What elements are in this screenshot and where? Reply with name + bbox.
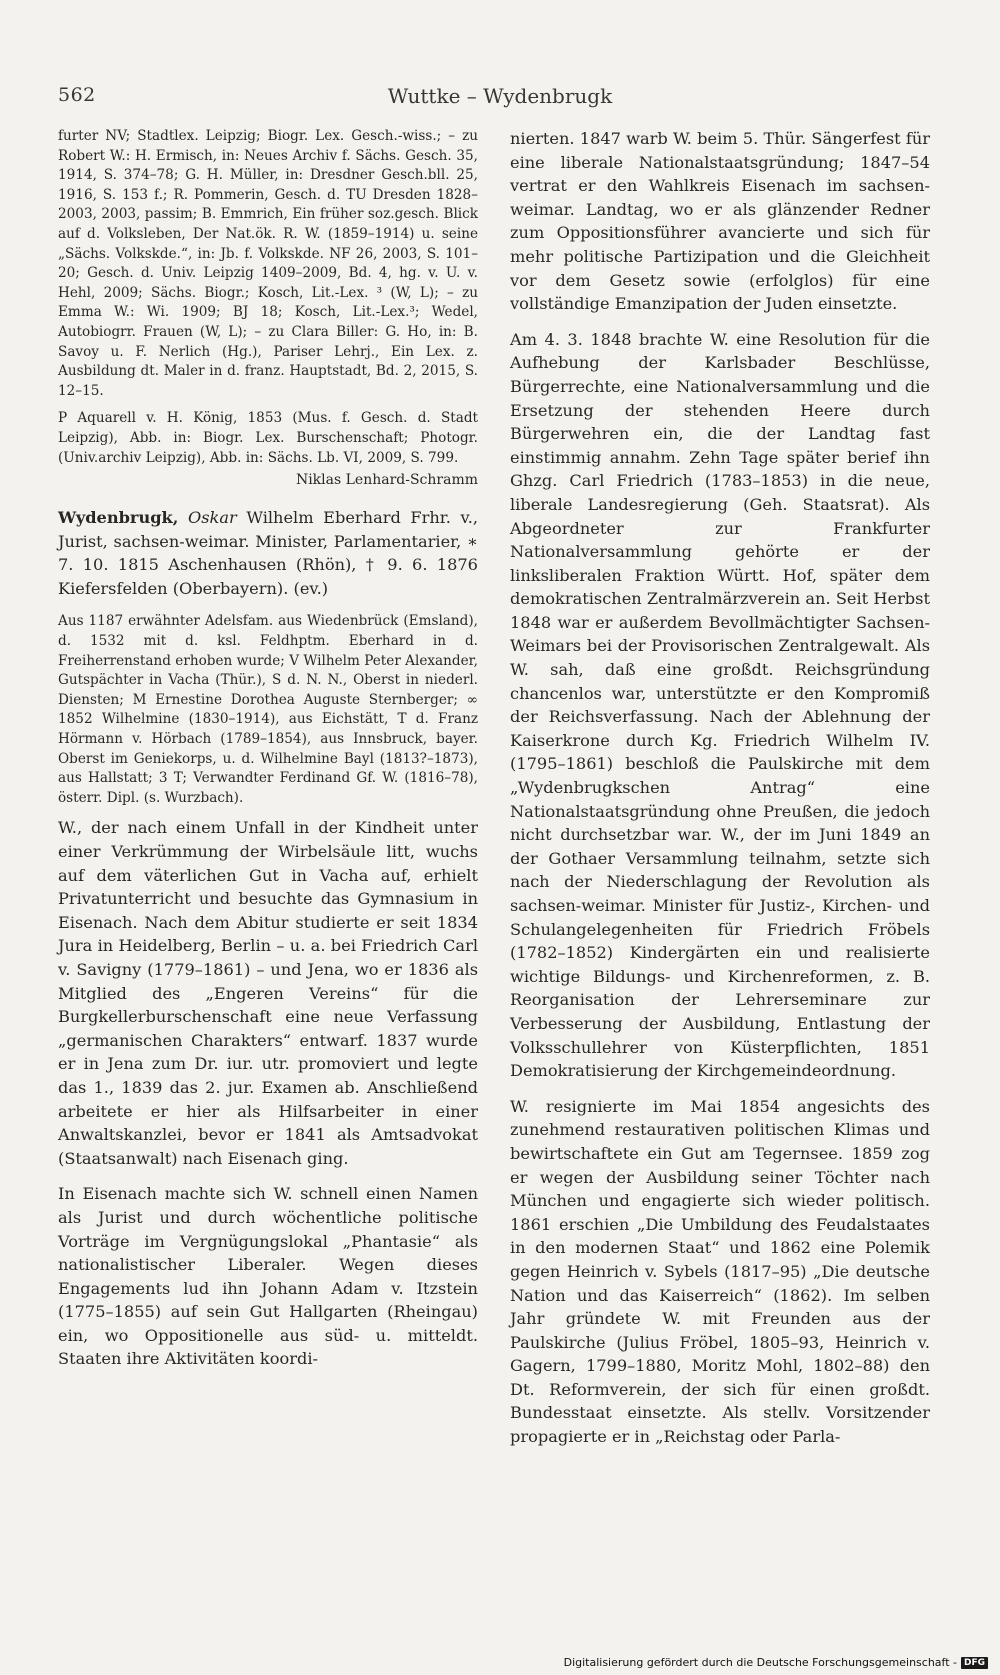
footer-text: Digitalisierung gefördert durch die Deutsche Forschungsgemeinschaft - (563, 1656, 957, 1669)
body-paragraph: nierten. 1847 warb W. beim 5. Thür. Sängerfest für eine liberale Nationalstaatsgründung; 1847–54 vertrat er den Wahlkreis Eisenach im sachsen-weimar. Landtag, wo er als glänzender Redner zum Oppositionsführer avancierte und sich für mehr politische Partizipation und die Gleichheit vor dem Gesetz sowie (erfolglos) für eine vollständige Emanzipation der Juden einsetzte. (510, 129, 930, 314)
previous-entry-portrait: P Aquarell v. H. König, 1853 (Mus. f. Gesch. d. Stadt Leipzig), Abb. in: Biogr. Lex. Burschenschaft; Photogr. (Univ.archiv Leipzig), Abb. in: Sächs. Lb. VI, 2009, S. 799. (58, 410, 478, 466)
body-paragraph: Am 4. 3. 1848 brachte W. eine Resolution für die Aufhebung der Karlsbader Beschlüsse, Bürgerrechte, eine Nationalversammlung und die Ersetzung der stehenden Heere durch Bürgerwehren ein, die der Landtag fast einstimmig annahm. Zehn Tage später berief ihn Ghzg. Carl Friedrich (1783–1853) in die neue, liberale Landesregierung (Geh. Staatsrat). Als Abgeordneter zur Frankfurter Nationalversammlung gehörte er der linksliberalen Fraktion Württ. Hof, später dem demokratischen Zentralmärzverein an. Seit Herbst 1848 war er außerdem Bevollmächtigter Sachsen-Weimars bei der Provisorischen Zentralgewalt. Als W. sah, daß eine großdt. Reichsgründung chancenlos war, unterstützte er den Kompromiß der Reichsverfassung. Nach der Ablehnung der Kaiserkrone durch Kg. Friedrich Wilhelm IV. (1795–1861) beschloß die Paulskirche mit dem „Wydenbrugkschen Antrag“ eine Nationalstaatsgründung ohne Preußen, die jedoch nicht durchsetzbar war. W., der im Juni 1849 an der Gothaer Versammlung teilnahm, setzte sich nach der Niederschlagung der Revolution als sachsen-weimar. Minister für Justiz-, Kirchen- und Schulangelegenheiten für Friedrich Fröbels (1782–1852) Kindergärten ein und realisierte wichtige Bildungs- und Kirchenreformen, z. B. Reorganisation der Lehrerseminare zur Verbesserung der Ausbildung, Entlastung der Volksschullehrer von Küsterpflichten, 1851 Demokratisierung der Kirchgemeindeordnung. (510, 329, 930, 1081)
body-paragraph: W., der nach einem Unfall in der Kindheit unter einer Verkrümmung der Wirbelsäule litt, wuchs auf dem väterlichen Gut in Vacha auf, erhielt Privatunterricht und besuchte das Gymnasium in Eisenach. Nach dem Abitur studierte er seit 1834 Jura in Heidelberg, Berlin – u. a. bei Friedrich Carl v. Savigny (1779–1861) – und Jena, wo er 1836 als Mitglied des „Engeren Vereins“ für die Burgkellerburschenschaft eine neue Verfassung „germanischen Charakters“ entwarf. 1837 wurde er in Jena zum Dr. iur. utr. promoviert und legte das 1., 1839 das 2. jur. Examen ab. Anschließend arbeitete er hier als Hilfsarbeiter in einer Anwaltskanzlei, bevor er 1841 als Amtsadvokat (Staatsanwalt) nach Eisenach ging. (58, 818, 478, 1168)
right-column (510, 127, 930, 1449)
page-number: 562 (58, 84, 96, 106)
body-paragraph: W. resignierte im Mai 1854 angesichts des zunehmend restaurativen politischen Klimas und bewirtschaftete ein Gut am Tegernsee. 1859 zog er wegen der Ausbildung seiner Töchter nach München und engagierte sich wieder politisch. 1861 erschien „Die Umbildung des Feudalstaates in den modernen Staat“ und 1862 eine Polemik gegen Heinrich v. Sybels (1817–95) „Die deutsche Nation und das Kaiserreich“ (1862). Im selben Jahr gründete W. mit Freunden aus der Paulskirche (Julius Fröbel, 1805–93, Heinrich v. Gagern, 1799–1880, Moritz Mohl, 1802–88) den Dt. Reformverein, der sich für einen großdt. Bundesstaat einsetzte. Als stellv. Vorsitzender propagierte er in „Reichstag oder Parla- (510, 1096, 930, 1447)
dfg-logo: DFG (961, 1657, 988, 1669)
entry-heading-rest: Wilhelm Eberhard Frhr. v., Jurist, sachsen-weimar. Minister, Parlamentarier, ∗ 7. 10. 1815 Aschenhausen (Rhön), † 9. 6. 1876 Kiefersfelden (Oberbayern). (ev.) (58, 508, 478, 598)
previous-entry-author: Niklas Lenhard-Schramm (295, 472, 478, 489)
body-paragraph: In Eisenach machte sich W. schnell einen Namen als Jurist und durch wöchentliche politische Vorträge im Vergnügungslokal „Phantasie“ als nationalistischer Liberaler. Wegen dieses Engagements lud ihn Johann Adam v. Itzstein (1775–1855) auf sein Gut Hallgarten (Rheingau) ein, wo Oppositionelle aus süd- u. mitteldt. Staaten ihre Aktivitäten koordi- (58, 1184, 478, 1369)
digitization-footer (564, 1656, 988, 1669)
left-column (58, 127, 478, 1371)
entry-given-name: Oskar (187, 508, 237, 528)
running-head: Wuttke – Wydenbrugk (387, 84, 613, 108)
genealogy-paragraph: Aus 1187 erwähnter Adelsfam. aus Wiedenbrück (Emsland), d. 1532 mit d. ksl. Feldhptm. Eberhard in d. Freiherrenstand erhoben wurde; V Wilhelm Peter Alexander, Gutspächter in Vacha (Thür.), S d. N. N., Oberst in niederl. Diensten; M Ernestine Dorothea Auguste Sternberger; ∞ 1852 Wilhelmine (1830–1914), aus Eichstätt, T d. Franz Hörmann v. Hörbach (1789–1854), aus Innsbruck, bayer. Oberst im Geniekorps, u. d. Wilhelmine Bayl (1813?–1873), aus Hallstatt; 3 T; Verwandter Ferdinand Gf. W. (1816–78), österr. Dipl. (s. Wurzbach). (58, 613, 478, 806)
previous-entry-sources: furter NV; Stadtlex. Leipzig; Biogr. Lex. Gesch.-wiss.; – zu Robert W.: H. Ermisch, in: Neues Archiv f. Sächs. Gesch. 35, 1914, S. 374–78; G. H. Müller, in: Dresdner Gesch.bll. 25, 1916, S. 153 f.; R. Pommerin, Gesch. d. TU Dresden 1828–2003, 2003, passim; B. Emmrich, Ein früher soz.gesch. Blick auf d. Volksleben, Der Nat.ök. R. W. (1859–1914) u. seine „Sächs. Volkskde.“, in: Jb. f. Volkskde. NF 26, 2003, S. 101–20; Gesch. d. Univ. Leipzig 1409–2009, Bd. 4, hg. v. U. v. Hehl, 2009; Sächs. Biogr.; Kosch, Lit.-Lex. ³ (W, L); – zu Emma W.: Wi. 1909; BJ 18; Kosch, Lit.-Lex.³; Wedel, Autobiogrr. Frauen (W, L); – zu Clara Biller: G. Ho, in: B. Savoy u. F. Nerlich (Hg.), Pariser Lehrj., Ein Lex. z. Ausbildung dt. Maler in d. franz. Hauptstadt, Bd. 2, 2015, S. 12–15. (58, 128, 478, 399)
entry-headword: Wydenbrugk, (58, 508, 179, 528)
entry-heading (58, 506, 478, 600)
